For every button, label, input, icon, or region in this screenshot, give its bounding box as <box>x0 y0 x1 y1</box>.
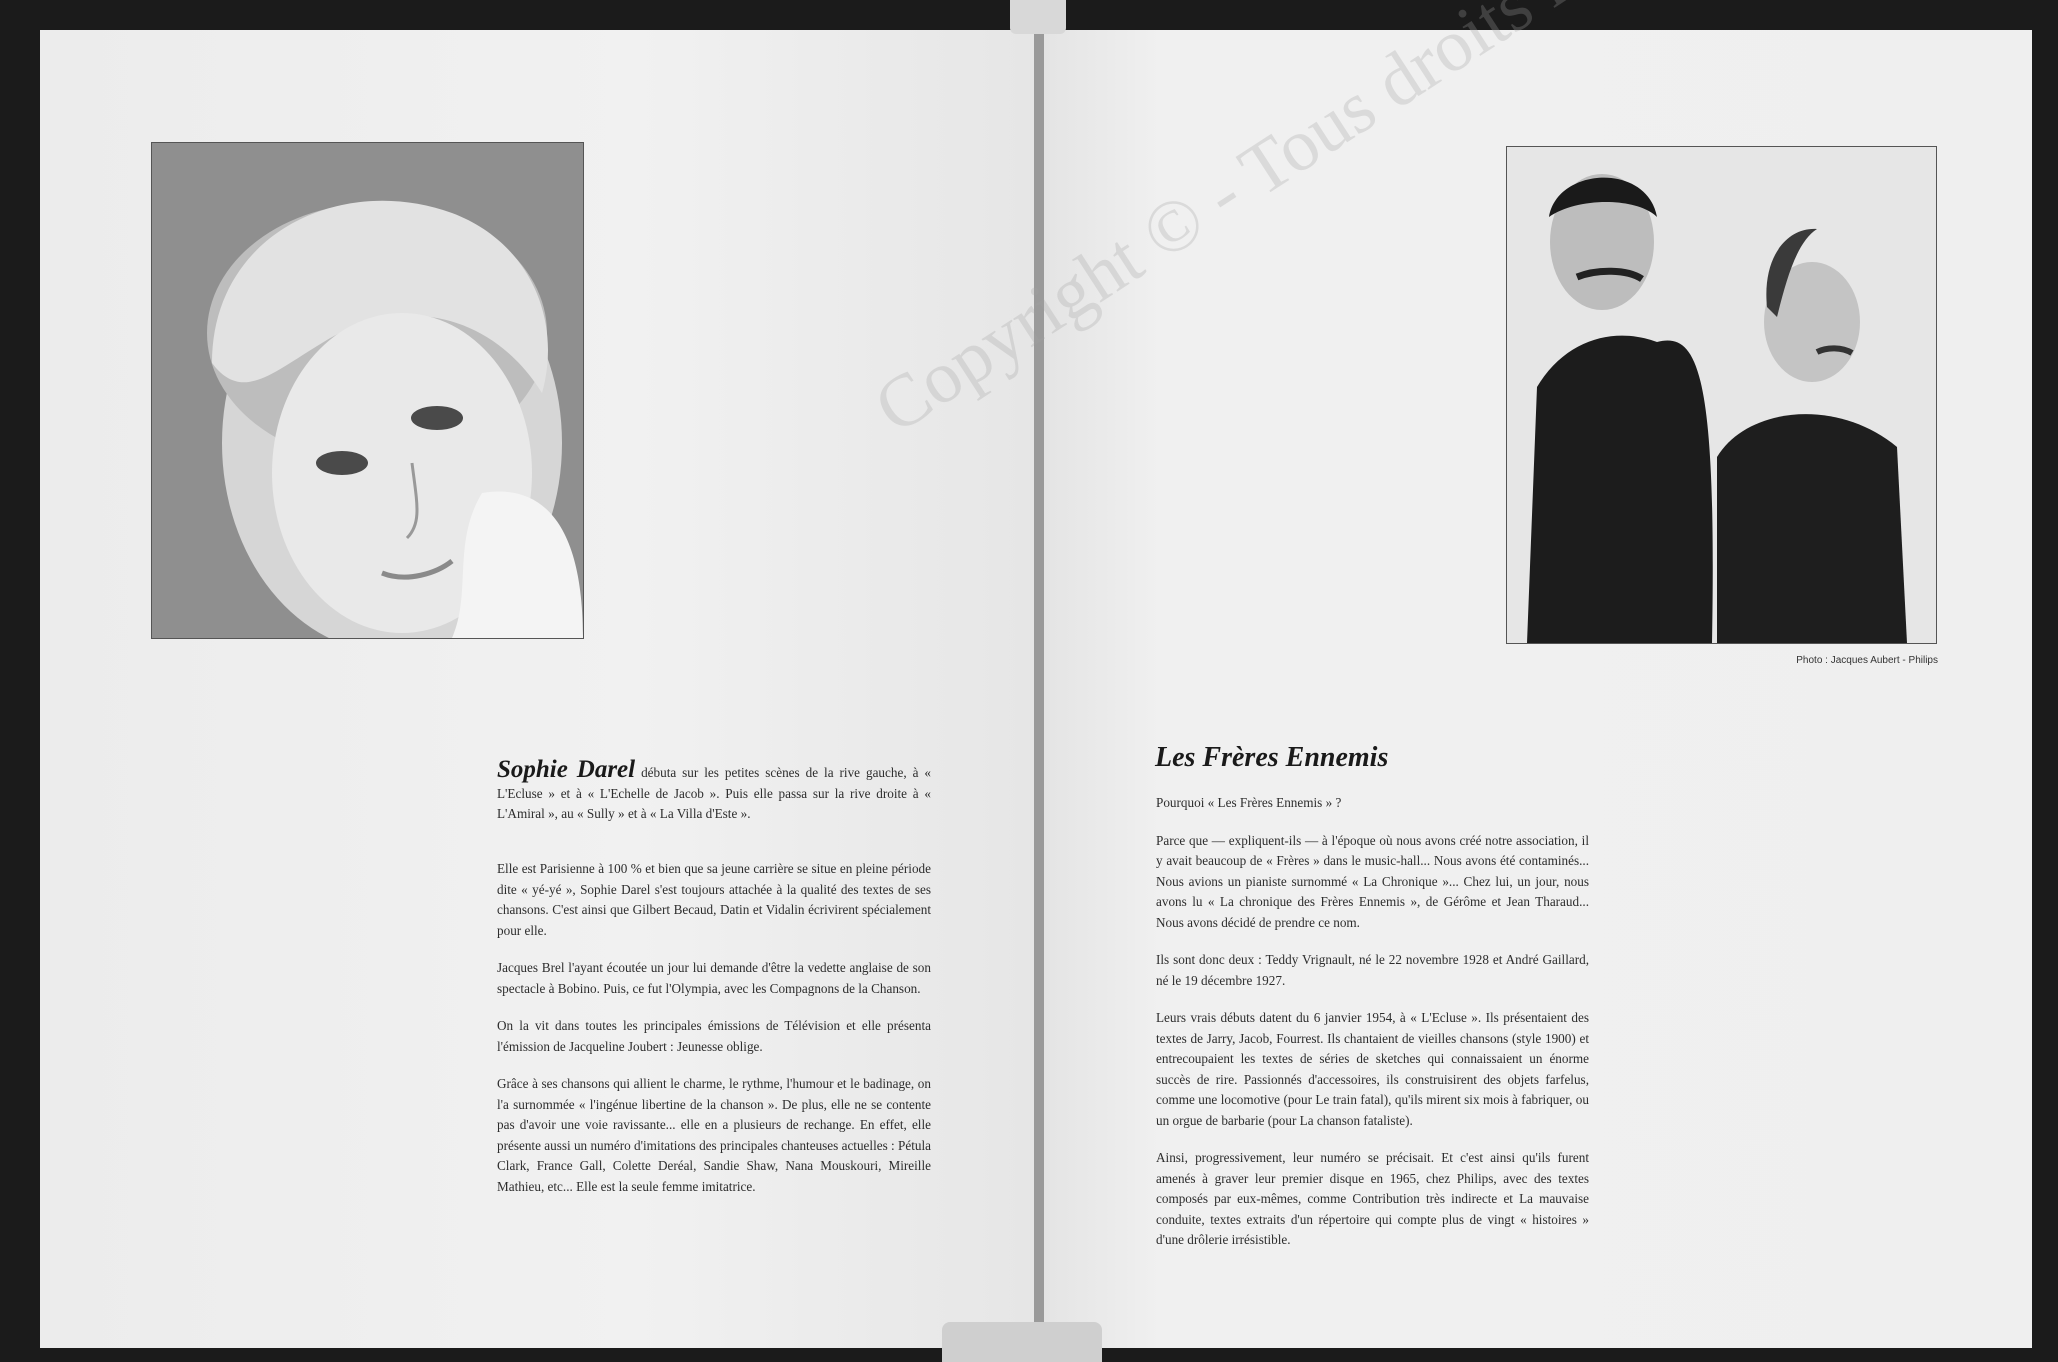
sophie-darel-intro <box>497 758 931 825</box>
bio-paragraph: Elle est Parisienne à 100 % et bien que sa jeune carrière se situe en pleine période dite « yé-yé », Sophie Darel s'est toujours attachée à la qualité des textes de ses chansons. C'est ainsi que Gilbert Becaud, Datin et Vidalin écrivirent spécialement pour elle. <box>497 861 931 938</box>
photo-credit: Photo : Jacques Aubert - Philips <box>1796 655 1938 666</box>
freres-ennemis-bio <box>1156 793 1589 1268</box>
intro-text: débuta sur les petites scènes de la rive gauche, à « L'Ecluse » et à « L'Echelle de Jacob ». Puis elle passa sur la rive droite à « L'Amiral », au « Sully » et à « La Villa d'Este ». <box>497 765 931 821</box>
copyright-watermark: Copyright © - Tous droits <box>860 0 1547 450</box>
book-gutter <box>1034 0 1044 1362</box>
binding-thread-bottom <box>942 1322 1102 1362</box>
bio-paragraph: Pourquoi « Les Frères Ennemis » ? <box>1156 795 1342 810</box>
bio-paragraph: Leurs vrais débuts datent du 6 janvier 1954, à « L'Ecluse ». Ils présentaient des textes de Jarry, Jacob, Fourrest. Ils chantaient de vieilles chansons (style 1900) et entrecoupaient les textes de séries de sketches qui connaissaient un énorme succès de rire. Passionnés d'accessoires, ils construisirent des objets farfelus, comme une locomotive (pour Le train fatal), qu'ils mirent six mois à fabriquer, ou un orgue de barbarie (pour La chanson fataliste). <box>1156 1010 1589 1128</box>
section-title-freres-ennemis: Les Frères Ennemis <box>1155 742 1389 773</box>
bio-paragraph: On la vit dans toutes les principales émissions de Télévision et elle présenta l'émission de Jacqueline Joubert : Jeunesse oblige. <box>497 1018 931 1054</box>
sophie-darel-bio <box>497 859 931 1214</box>
duo-photo-freres-ennemis <box>1506 146 1937 644</box>
binding-thread-top <box>1010 0 1066 34</box>
bio-paragraph: Ils sont donc deux : Teddy Vrignault, né le 22 novembre 1928 et André Gaillard, né le 19 décembre 1927. <box>1156 952 1589 988</box>
artist-name-sophie-darel: Sophie Darel <box>497 756 636 783</box>
bio-paragraph: Ainsi, progressivement, leur numéro se précisait. Et c'est ainsi qu'ils furent amenés à graver leur premier disque en 1965, chez Philips, avec des textes composés par eux-mêmes, comme Contribution très indirecte et La mauvaise conduite, textes extraits d'un répertoire qui compte plus de vingt « histoires » d'une drôlerie irrésistible. <box>1156 1150 1589 1247</box>
bio-paragraph: Jacques Brel l'ayant écoutée un jour lui demande d'être la vedette anglaise de son spectacle à Bobino. Puis, ce fut l'Olympia, avec les Compagnons de la Chanson. <box>497 960 931 996</box>
portrait-photo-sophie-darel <box>151 142 584 639</box>
bio-paragraph: Grâce à ses chansons qui allient le charme, le rythme, l'humour et le badinage, on l'a surnommée « l'ingénue libertine de la chanson ». De plus, elle ne se contente pas d'avoir une voie ravissante... elle en a plusieurs de rechange. En effet, elle présente aussi un numéro d'imitations des principales chanteuses actuelles : Pétula Clark, France Gall, Colette Deréal, Sandie Shaw, Nana Mouskouri, Mireille Mathieu, etc... Elle est la seule femme imitatrice. <box>497 1076 931 1194</box>
bio-paragraph: Parce que — expliquent-ils — à l'époque où nous avons créé notre association, il y avait beaucoup de « Frères » dans le music-hall... Nous avons été contaminés... Nous avions un pianiste surnommé « La Chronique »... Chez lui, un jour, nous avons lu « La chronique des Frères Ennemis », de Gérôme et Jean Tharaud... Nous avons décidé de prendre ce nom. <box>1156 832 1589 930</box>
